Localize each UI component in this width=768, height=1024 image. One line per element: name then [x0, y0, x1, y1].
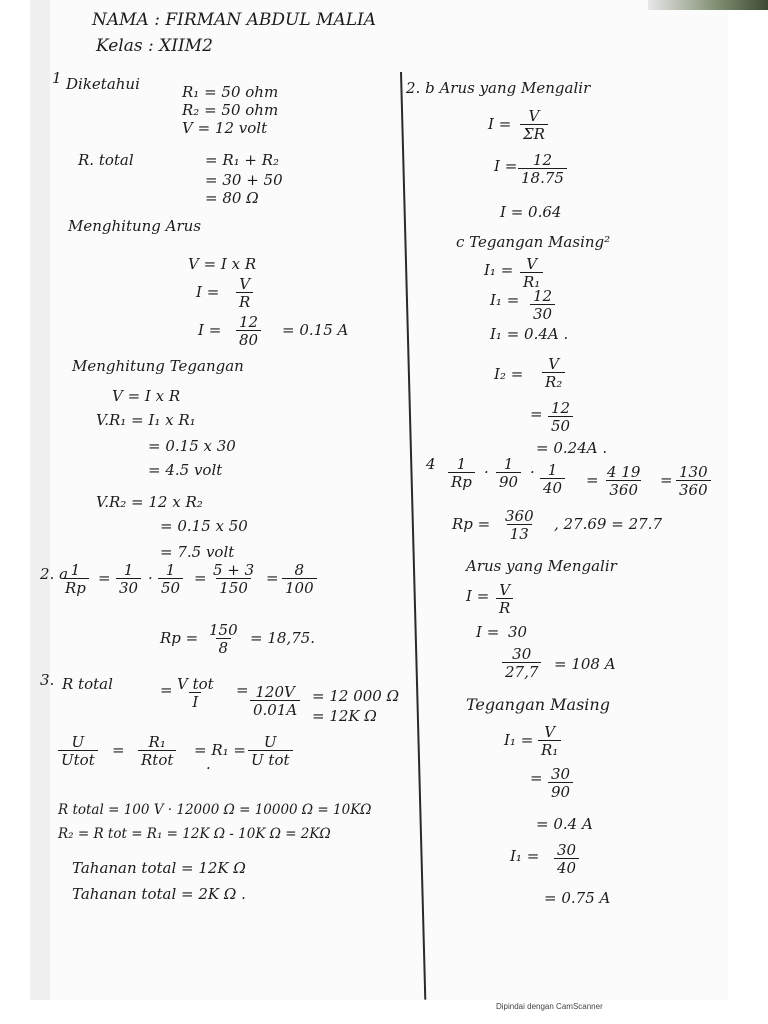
voltage-step-4: = 4.5 volt: [148, 461, 223, 479]
fraction-denominator: R₁: [538, 740, 561, 758]
fraction-denominator: R: [236, 292, 253, 310]
current4-heading: Arus yang Mengalir: [466, 557, 617, 575]
m1-lhs: I₁ =: [504, 731, 534, 749]
c6-result: = 0.24A .: [536, 439, 608, 457]
fraction-denominator: 150: [216, 578, 251, 596]
m3-result: = 0.4 A: [536, 815, 593, 833]
fraction-denominator: 360: [676, 480, 711, 498]
c3-result: I₁ = 0.4A .: [490, 325, 569, 343]
fraction-numerator: U: [263, 733, 277, 751]
b-value-lhs: I =: [494, 157, 518, 175]
m4-lhs: I₁ =: [510, 847, 540, 865]
rtotal3-result-2: = 12K Ω: [312, 707, 377, 725]
m2-lhs: =: [530, 769, 543, 787]
fraction-numerator: V: [239, 275, 251, 293]
fraction-numerator: 8: [294, 561, 305, 579]
r1-over-rtot: [138, 734, 176, 768]
c4-fraction: [542, 356, 565, 390]
problem-2c-heading: c Tegangan Masing²: [456, 233, 611, 251]
voltage-step-5: V.R₂ = 12 x R₂: [96, 493, 203, 511]
u-middle: = R₁ =: [194, 741, 246, 759]
fraction-numerator: 5 + 3: [213, 561, 255, 579]
a1-lhs: I =: [466, 587, 490, 605]
c1-fraction: [520, 256, 543, 290]
dot-sign: ·: [530, 463, 535, 481]
rp4-lhs: Rp =: [452, 515, 491, 533]
fraction-denominator: U tot: [248, 750, 293, 768]
fraction-denominator: R: [496, 598, 513, 616]
voltage-step-7: = 7.5 volt: [160, 543, 235, 561]
voltage4-heading: Tegangan Masing: [466, 695, 610, 714]
fraction-denominator: 90: [548, 782, 573, 800]
scanner-watermark: Dipindai dengan CamScanner: [496, 1002, 603, 1011]
u-over-u-tot: [248, 734, 293, 768]
fraction-numerator: 12: [239, 313, 259, 331]
m5-result: = 0.75 A: [544, 889, 611, 907]
rtotal-step-1: = R₁ + R₂: [205, 151, 280, 169]
fraction-denominator: 40: [554, 858, 579, 876]
fraction-numerator: V: [544, 723, 556, 741]
problem-number-2a: 2. a: [40, 565, 69, 583]
rtotal3-result-1: = 12 000 Ω: [312, 687, 400, 705]
m2-fraction: [548, 766, 573, 800]
parallel-1-over-50: [158, 562, 183, 596]
equals-sign: =: [236, 681, 249, 699]
given-label: Diketahui: [66, 75, 140, 93]
problem-number-3: 3.: [40, 671, 55, 689]
total-resistance-2: Tahanan total = 2K Ω .: [72, 885, 246, 903]
equals-sign: =: [160, 681, 173, 699]
voltage-step-1: V = I x R: [112, 387, 181, 405]
fraction-numerator: 30: [512, 645, 532, 663]
a2-lhs: I =: [476, 623, 500, 641]
parallel-result-fraction: [282, 562, 317, 596]
fraction-denominator: Utot: [58, 750, 98, 768]
equals-sign: =: [660, 471, 673, 489]
q1-fraction: [448, 456, 475, 490]
b-value-fraction: [518, 152, 567, 186]
fraction-numerator: 1: [123, 561, 134, 579]
fraction-numerator: V: [499, 581, 511, 599]
equals-sign: =: [266, 569, 279, 587]
equals-sign: =: [98, 569, 111, 587]
fraction-numerator: 1: [456, 455, 467, 473]
dot-sign: ·: [206, 759, 211, 777]
q5-fraction: [676, 464, 711, 498]
rtotal3-label: R total: [62, 675, 113, 693]
fraction-denominator: 13: [507, 524, 532, 542]
fraction-denominator: R₂: [542, 372, 565, 390]
given-v: V = 12 volt: [182, 119, 268, 137]
fraction-numerator: 1: [547, 461, 558, 479]
voltage-step-6: = 0.15 x 50: [160, 517, 248, 535]
current-result: = 0.15 A: [282, 321, 349, 339]
problem-number-1: 1: [52, 69, 62, 87]
rtotal-step-3: = 80 Ω: [205, 189, 259, 207]
b-formula-fraction: [520, 108, 548, 142]
fraction-denominator: 50: [158, 578, 183, 596]
paper-edge: [30, 0, 50, 1000]
current-formula-lhs: I =: [196, 283, 220, 301]
fraction-denominator: 0.01A: [250, 700, 300, 718]
m4-fraction: [554, 842, 579, 876]
student-class: Kelas : XIIM2: [96, 36, 213, 56]
fraction-numerator: 150: [209, 621, 238, 639]
fraction-denominator: ΣR: [520, 124, 548, 142]
given-r1: R₁ = 50 ohm: [182, 83, 279, 101]
fraction-numerator: 1: [503, 455, 514, 473]
m1-fraction: [538, 724, 561, 758]
parallel-1-over-rp: [62, 562, 89, 596]
background-corner: [648, 0, 768, 10]
given-r2: R₂ = 50 ohm: [182, 101, 279, 119]
current-value-lhs: I =: [198, 321, 222, 339]
student-name: NAMA : FIRMAN ABDUL MALIA: [92, 10, 377, 30]
fraction-denominator: 40: [540, 478, 565, 496]
fraction-denominator: 30: [530, 304, 555, 322]
current-value-fraction: [236, 314, 261, 348]
fraction-numerator: 12: [551, 399, 571, 417]
voltage-heading: Menghitung Tegangan: [72, 357, 244, 375]
c1-lhs: I₁ =: [484, 261, 514, 279]
rp4-fraction: [502, 508, 537, 542]
b-result: I = 0.64: [500, 203, 562, 221]
r2-line: R₂ = R tot = R₁ = 12K Ω - 10K Ω = 2KΩ: [58, 826, 331, 842]
u-over-utot: [58, 734, 98, 768]
fraction-numerator: U: [71, 733, 85, 751]
fraction-denominator: 90: [496, 472, 521, 490]
fraction-denominator: Rtot: [138, 750, 176, 768]
a1-fraction: [496, 582, 513, 616]
b-formula-lhs: I =: [488, 115, 512, 133]
total-resistance-1: Tahanan total = 12K Ω: [72, 859, 246, 877]
fraction-numerator: V: [526, 255, 538, 273]
q3-fraction: [540, 462, 565, 496]
dot-sign: ·: [484, 463, 489, 481]
fraction-denominator: 50: [548, 416, 573, 434]
c2-fraction: [530, 288, 555, 322]
problem-number-4: 4: [426, 455, 436, 473]
parallel-1-over-30: [116, 562, 141, 596]
fraction-numerator: V: [528, 107, 540, 125]
ohm-law: V = I x R: [188, 255, 257, 273]
fraction-numerator: 120V: [255, 683, 295, 701]
fraction-denominator: Rp: [62, 578, 89, 596]
voltage-step-2: V.R₁ = I₁ x R₁: [96, 411, 196, 429]
fraction-denominator: 30: [116, 578, 141, 596]
rp-result: = 18,75.: [250, 629, 316, 647]
voltage-step-3: = 0.15 x 30: [148, 437, 236, 455]
fraction-numerator: 360: [505, 507, 534, 525]
equals-sign: =: [194, 569, 207, 587]
rtotal-label: R. total: [78, 151, 134, 169]
c4-lhs: I₂ =: [494, 365, 524, 383]
a2-value: 30: [508, 623, 528, 641]
current-formula-fraction: [236, 276, 253, 310]
a3-result: = 108 A: [554, 655, 616, 673]
fraction-numerator: V tot: [177, 675, 214, 693]
equals-sign: =: [586, 471, 599, 489]
fraction-denominator: 80: [236, 330, 261, 348]
fraction-denominator: 27,7: [502, 662, 541, 680]
c2-lhs: I₁ =: [490, 291, 520, 309]
fraction-numerator: 12: [533, 287, 553, 305]
fraction-denominator: R₁: [520, 272, 543, 290]
fraction-numerator: 130: [679, 463, 708, 481]
fraction-denominator: I: [189, 692, 201, 710]
rtotal-line: R total = 100 V · 12000 Ω = 10000 Ω = 10KΩ: [58, 802, 372, 818]
fraction-denominator: 100: [282, 578, 317, 596]
current-heading: Menghitung Arus: [68, 217, 202, 235]
c5-lhs: =: [530, 405, 543, 423]
fraction-numerator: 4 19: [607, 463, 641, 481]
fraction-denominator: Rp: [448, 472, 475, 490]
equals-sign: =: [112, 741, 125, 759]
q2-fraction: [496, 456, 521, 490]
rtotal3-fraction: [174, 676, 217, 710]
c5-fraction: [548, 400, 573, 434]
fraction-numerator: 1: [165, 561, 176, 579]
fraction-denominator: 8: [216, 638, 232, 656]
fraction-numerator: 1: [70, 561, 81, 579]
q4-fraction: [604, 464, 643, 498]
rtotal-step-2: = 30 + 50: [205, 171, 283, 189]
parallel-sum-fraction: [210, 562, 257, 596]
rp-fraction: [206, 622, 241, 656]
fraction-numerator: 30: [557, 841, 577, 859]
fraction-numerator: R₁: [148, 733, 166, 751]
rp4-result: , 27.69 = 27.7: [554, 515, 662, 533]
fraction-numerator: 30: [551, 765, 571, 783]
fraction-numerator: V: [548, 355, 560, 373]
rtotal3-values-fraction: [250, 684, 300, 718]
fraction-denominator: 18.75: [518, 168, 567, 186]
fraction-denominator: 360: [606, 480, 641, 498]
rp-lhs: Rp =: [160, 629, 199, 647]
problem-2b-heading: 2. b Arus yang Mengalir: [406, 79, 591, 97]
dot-sign: ·: [148, 569, 153, 587]
fraction-numerator: 12: [532, 151, 553, 169]
a3-fraction: [502, 646, 541, 680]
